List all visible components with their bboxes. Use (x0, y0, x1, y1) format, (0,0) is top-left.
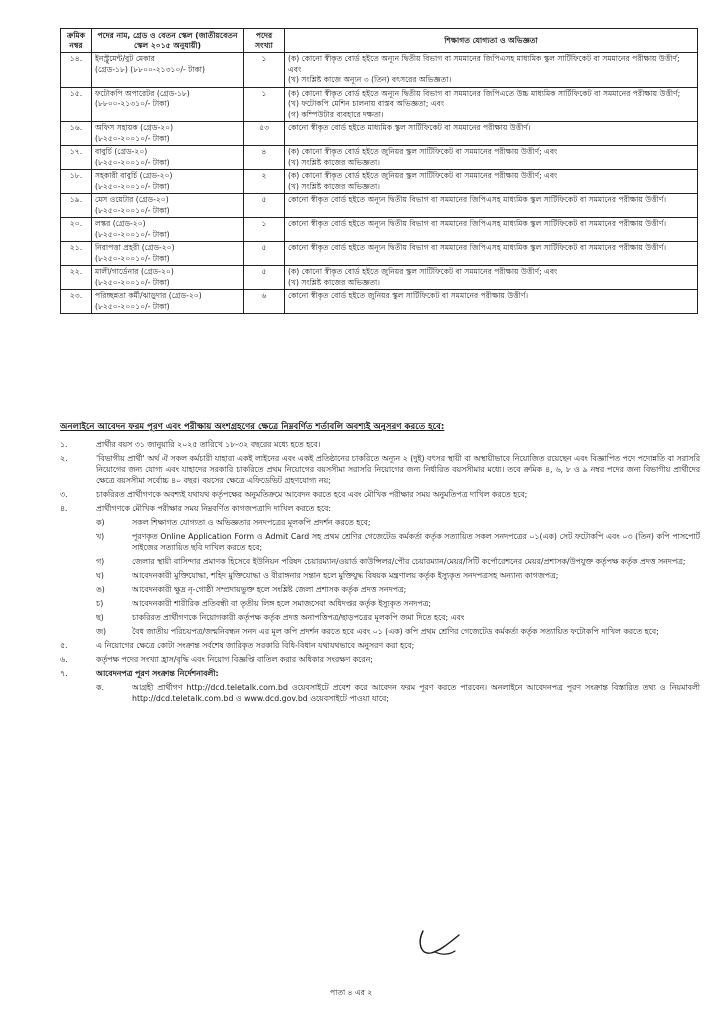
qual-line: (খ) সংশ্লিষ্ট কাজের অভিজ্ঞতা। (288, 277, 380, 287)
table-row (61, 53, 698, 88)
qual-line: কোনো স্বীকৃত বোর্ড হইতে অন্যূন দ্বিতীয় বিভাগ বা সমমানের জিপিএসহ মাধ্যমিক স্কুল সার্টিফিকেট বা সমমানের পরীক্ষায় উত্তীর্ণ। (288, 219, 667, 228)
page-number: পাতা ৪ এর ২ (330, 988, 373, 997)
item-number: ২. (60, 454, 68, 463)
item-number: ৫. (60, 641, 68, 650)
post-name: পরিচ্ছন্নতা কর্মী/ঝাড়ুদার (গ্রেড-২০) (95, 291, 202, 300)
document-subitem (96, 570, 700, 581)
subitem-letter: ক) (96, 518, 105, 527)
post-grade: (৮২৫০-২০০১০/- টাকা) (95, 229, 170, 239)
row-serial: ১৯. (61, 194, 92, 218)
subitem-letter: জ) (96, 627, 107, 636)
table-row (61, 218, 698, 242)
row-serial: ১৬. (61, 122, 92, 146)
header-qualification: শিক্ষাগত যোগ্যতা ও অভিজ্ঞতা (285, 29, 698, 53)
qual-line: (ক) কোনো স্বীকৃত বোর্ড হইতে জুনিয়র স্কুল সার্টিফিকেট বা সমমানের পরীক্ষায় উত্তীর্ণ; এবং (288, 171, 558, 180)
document-subitem (96, 612, 700, 623)
header-count: পদের সংখ্যা (244, 29, 285, 53)
post-name: মেস ওয়েটার (গ্রেড-২০) (95, 195, 169, 204)
row-serial: ১৫. (61, 87, 92, 122)
table-row (61, 87, 698, 122)
row-qualification (285, 122, 698, 146)
row-post (92, 170, 244, 194)
subitem-text: বৈধ জাতীয় পরিচয়পত্র/জন্মনিবন্ধন সনদ এর মূল কপি প্রদর্শন করতে হবে এবং ০১ (এক) কপি প্রথম শ্রেণির গেজেটেড কর্মকর্তা কর্তৃক সত্যায়িত ফটোকপি দাখিল করতে হবে; (132, 627, 659, 636)
qual-line: কোনো স্বীকৃত বোর্ড হইতে অন্যূন দ্বিতীয় বিভাগ বা সমমানের জিপিএসহ মাধ্যমিক স্কুল সার্টিফিকেট বা সমমানের পরীক্ষায় উত্তীর্ণ। (288, 243, 667, 252)
row-post (92, 87, 244, 122)
qual-line: কোনো স্বীকৃত বোর্ড হইতে জুনিয়র স্কুল সার্টিফিকেট বা সমমানের পরীক্ষায় উত্তীর্ণ। (288, 291, 529, 300)
qual-line: (খ) সংশ্লিষ্ট কাজের অভিজ্ঞতা। (288, 181, 380, 191)
subitem-letter: চ) (96, 599, 104, 608)
table-row (61, 194, 698, 218)
post-name: বাবুর্চি (গ্রেড-২০) (95, 147, 148, 156)
item-number: ৭. (60, 669, 68, 678)
qual-line: কোনো স্বীকৃত বোর্ড হইতে মাধ্যমিক স্কুল সার্টিফিকেট বা সমমানের পরীক্ষায় উত্তীর্ণ। (288, 123, 531, 132)
header-serial: ক্রমিক নম্বর (61, 29, 92, 53)
instruction-subitem (96, 682, 700, 704)
post-name: ফটোকপি অপারেটর (গ্রেড-১৮) (95, 88, 190, 98)
row-count: ১ (244, 87, 285, 122)
table-row (61, 122, 698, 146)
row-count: ৬ (244, 290, 285, 314)
conditions-heading: অনলাইনে আবেদন ফরম পূরণ এবং পরীক্ষায় অংশগ্রহণের ক্ষেত্রে নিম্নবর্ণিত শর্তাবলি অবশ্যই অনুসরণ করতে হবে: (60, 422, 445, 432)
table-row (61, 170, 698, 194)
item-number: ৪. (60, 504, 68, 513)
subitem-text: জেলার স্থায়ী বাসিন্দার প্রমাণক হিসেবে ইউনিয়ন পরিষদ চেয়ারম্যান/ওয়ার্ড কাউন্সিলর/পৌর চেয়ারম্যান/মেয়র/সিটি কর্পোরেশনের মেয়র/প্রশাসক/উপযুক্ত কর্তৃপক্ষ কর্তৃক প্রদত্ত সনদপত্র; (132, 557, 686, 566)
conditions-section (60, 422, 700, 707)
subitem-letter: ক. (96, 683, 104, 692)
post-grade: (৮২৫০-২০০১০/- টাকা) (95, 205, 170, 215)
row-serial: ১৭. (61, 146, 92, 170)
row-post (92, 146, 244, 170)
post-name: লস্কর (গ্রেড-২০) (95, 219, 146, 228)
qual-line: (ক) কোনো স্বীকৃত বোর্ড হইতে জুনিয়র স্কুল সার্টিফিকেট বা সমমানের পরীক্ষায় উত্তীর্ণ; এবং (288, 267, 558, 276)
post-grade: (৮২৫০-২০০১০/- টাকা) (95, 253, 170, 263)
qual-line: (খ) সংশ্লিষ্ট কাজে অন্যূন ৩ (তিন) বৎসরের অভিজ্ঞতা। (288, 75, 452, 84)
table-row (61, 242, 698, 266)
item-number: ৬. (60, 655, 68, 664)
condition-item (60, 654, 700, 665)
condition-item (60, 489, 700, 500)
subitem-letter: ঘ) (96, 571, 104, 580)
header-post: পদের নাম, গ্রেড ও বেতন স্কেল (জাতীয়বেতন স্কেল ২০১৫ অনুযায়ী) (92, 29, 244, 53)
row-serial: ২২. (61, 266, 92, 290)
qual-line: কোনো স্বীকৃত বোর্ড হইতে অন্যূন দ্বিতীয় বিভাগ বা সমমানের জিপিএসহ মাধ্যমিক স্কুল সার্টিফিকেট বা সমমানের পরীক্ষায় উত্তীর্ণ। (288, 195, 667, 204)
table-row (61, 266, 698, 290)
document-subitem (96, 556, 700, 567)
row-qualification (285, 194, 698, 218)
post-grade: (৮২৫০-২০০১০/- টাকা) (95, 133, 170, 143)
subitem-text: আবেদনকারী মুক্তিযোদ্ধা, শহিদ মুক্তিযোদ্ধা ও বীরাঙ্গনার সন্তান হলে মুক্তিযুদ্ধ বিষয়ক মন্ত্রণালয় কর্তৃক ইস্যুকৃত সনদপত্রসহ অন্যান্য কাগজপত্র; (132, 571, 559, 580)
subitem-letter: গ) (96, 557, 105, 566)
item-text: চাকরিরত প্রার্থীগণকে অবশ্যই যথাযথ কর্তৃপক্ষের অনুমতিক্রমে আবেদন করতে হবে এবং মৌখিক পরীক্ষার সময় অনুমতিপত্র দাখিল করতে হবে; (96, 490, 528, 499)
row-serial: ২৩. (61, 290, 92, 314)
subitem-letter: খ) (96, 532, 105, 541)
posts-table (60, 28, 698, 314)
post-grade: (৮৮০০-২১৩১০/- টাকা) (95, 99, 170, 108)
table-header-row (61, 29, 698, 53)
row-post (92, 242, 244, 266)
row-qualification (285, 242, 698, 266)
post-name: নিরাপত্তা প্রহরী (গ্রেড-২০) (95, 243, 175, 252)
qual-line: (ক) কোনো স্বীকৃত বোর্ড হইতে জুনিয়র স্কুল সার্টিফিকেট বা সমমানের পরীক্ষায় উত্তীর্ণ; এবং (288, 147, 558, 156)
row-qualification (285, 53, 698, 88)
row-qualification (285, 146, 698, 170)
subitem-text: পূরণকৃত Online Application Form ও Admit Card সহ প্রথম শ্রেণির গেজেটেড কর্মকর্তা কর্তৃক সত্যায়িত সকল সনদপত্রের ০১(এক) সেট ফটোকপি এবং ০৩ (তিন) কপি পাসপোর্ট সাইজের সত্যায়িত ছবি দাখিল করতে হবে; (132, 532, 700, 552)
document-subitem (96, 531, 700, 553)
condition-item (60, 640, 700, 651)
item-number: ৩. (60, 490, 68, 499)
qual-line: (গ) কম্পিউটার ব্যবহারে দক্ষতা। (288, 109, 384, 119)
table-row (61, 146, 698, 170)
row-qualification (285, 290, 698, 314)
row-count: ১ (244, 218, 285, 242)
row-qualification (285, 170, 698, 194)
item-text: কর্তৃপক্ষ পদের সংখ্যা হ্রাস/বৃদ্ধি এবং নিয়োগ বিজ্ঞপ্তি বাতিল করার অধিকার সংরক্ষণ করেন; (96, 655, 373, 664)
table-row (61, 290, 698, 314)
signature-mark (417, 925, 463, 961)
post-grade: (৮২৫০-২০০১০/- টাকা) (95, 301, 170, 311)
subitem-text: চাকরিরত প্রার্থীগণকে নিয়োগকারী কর্তৃপক্ষ কর্তৃক প্রদত্ত অনাপত্তিপত্র/ছাড়পত্রের মূলকপি জমা দিতে হবে; এবং (132, 613, 465, 622)
row-qualification (285, 218, 698, 242)
condition-item (60, 503, 700, 514)
qual-line: (খ) ফটোকপি মেশিন চালনায় বাস্তব অভিজ্ঞতা; এবং (288, 99, 445, 108)
row-post (92, 218, 244, 242)
row-post (92, 122, 244, 146)
document-subitem (96, 584, 700, 595)
row-count: ১ (244, 53, 285, 88)
row-post (92, 53, 244, 88)
subitem-text: আবেদনকারী ক্ষুদ্র নৃ-গোষ্ঠী সম্প্রদায়ভুক্ত হলে সংশ্লিষ্ট জেলা প্রশাসক কর্তৃক প্রদত্ত সনদপত্র; (132, 585, 407, 594)
item-text: এ নিয়োগের ক্ষেত্রে কোটা সংক্রান্ত সর্বশেষ জারিকৃত সরকারি বিধি-বিধান যথাযথভাবে অনুসরণ করা হবে; (96, 641, 415, 650)
post-name: ইনস্ট্রুমেন্ট/বুট মেকার (95, 54, 155, 63)
post-grade: (৮২৫০-২০০১০/- টাকা) (95, 277, 170, 287)
row-post (92, 194, 244, 218)
row-count: ৫ (244, 194, 285, 218)
row-post (92, 290, 244, 314)
qual-line: (ক) কোনো স্বীকৃত বোর্ড হইতে অন্যূন দ্বিতীয় বিভাগ বা সমমানের জিপিএসহ মাধ্যমিক স্কুল সার্টিফিকেট বা সমমানের পরীক্ষায় উত্তীর্ণ; এবং (288, 54, 680, 74)
subitem-letter: ঙ) (96, 585, 105, 594)
item-text: আবেদনপত্র পূরণ সংক্রান্ত নির্দেশনাবলী: (96, 669, 219, 678)
item-number: ১. (60, 440, 68, 449)
document-subitem (96, 517, 700, 528)
row-count: ৫৩ (244, 122, 285, 146)
subitem-text: আবেদনকারী শারীরিক প্রতিবন্ধী বা তৃতীয় লিঙ্গ হলে সমাজসেবা অধিদপ্তর কর্তৃক ইস্যুকৃত সনদপত্র; (132, 599, 432, 608)
row-serial: ১৪. (61, 53, 92, 88)
row-qualification (285, 87, 698, 122)
subitem-text: সকল শিক্ষাগত যোগ্যতা ও অভিজ্ঞতার সনদপত্রের মূলকপি প্রদর্শন করতে হবে; (132, 518, 371, 527)
qual-line: (খ) সংশ্লিষ্ট কাজের অভিজ্ঞতা। (288, 157, 380, 167)
item-text: প্রার্থীর বয়স ৩১ জানুয়ারি ২০২৫ তারিখে ১৮-৩২ বছরের মধ্যে হতে হবে। (96, 440, 321, 449)
row-post (92, 266, 244, 290)
post-grade: (৮২৫০-২০০১০/- টাকা) (95, 157, 170, 167)
item-text: প্রার্থীগণকে মৌখিক পরীক্ষার সময় নিম্নবর্ণিত কাগজপত্রাদি দাখিল করতে হবে: (96, 504, 332, 513)
condition-item (60, 668, 700, 679)
row-serial: ২০. (61, 218, 92, 242)
row-count: ৫ (244, 242, 285, 266)
post-name: অফিস সহায়ক (গ্রেড-২০) (95, 123, 174, 132)
document-subitem (96, 598, 700, 609)
post-grade: (গ্রেড-১৮) (৮৮০০-২১৩১০/- টাকা) (95, 64, 205, 74)
subitem-text: আগ্রহী প্রার্থীগণ http://dcd.teletalk.com.bd ওয়েবসাইটে প্রবেশ করে আবেদন ফরম পূরণ করতে পারবেন। অনলাইনে আবেদনপত্র পূরণ সংক্রান্ত বিস্তারিত তথ্য ও নিয়মাবলী http://dcd.teletalk.com.bd ও www.dcd.gov.bd ওয়েবসাইটে পাওয়া যাবে; (132, 683, 700, 703)
condition-item (60, 439, 700, 450)
row-count: ৪ (244, 146, 285, 170)
item-text: 'বিভাগীয় প্রার্থী' অর্থ ঐ সকল কর্মচারী যাহারা একই লাইনের এবং একই প্রতিষ্ঠানের চাকরিতে অন্যূন ২ (দুই) বৎসর স্থায়ী বা অস্থায়ীভাবে নিয়োজিত রয়েছেন এবং বিজ্ঞাপিত পদে পদোন্নতি বা সরাসরি নিয়োগের জন্য যোগ্য এবং যাহাদের সরকারি চাকরিতে প্রথম নিয়োগের বয়সসীমা সরাসরি নিয়োগের জন্য নির্ধারিত বয়সসীমার মধ্যে। তবে ক্রমিক ৪, ৬, ৮ ও ৯ নম্বর পদের জন্য বিভাগীয় প্রার্থীদের ক্ষেত্রে বয়সসীমা সর্বোচ্চ ৪০ বছর। বয়সের ক্ষেত্রে এফিডেভিট গ্রহণযোগ্য নয়; (96, 454, 700, 485)
subitem-letter: ছ) (96, 613, 104, 622)
qual-line: (ক) কোনো স্বীকৃত বোর্ড হইতে অন্যূন দ্বিতীয় বিভাগ বা সমমানের জিপিএতে উচ্চ মাধ্যমিক সার্টিফিকেট বা সমমানের পরীক্ষায় উত্তীর্ণ; (288, 88, 681, 98)
row-count: ৫ (244, 266, 285, 290)
document-subitem (96, 626, 700, 637)
post-name: মালী/গার্ডেনার (গ্রেড-২০) (95, 267, 174, 276)
row-count: ২ (244, 170, 285, 194)
row-serial: ১৮. (61, 170, 92, 194)
row-serial: ২১. (61, 242, 92, 266)
post-grade: (৮২৫০-২০০১০/- টাকা) (95, 181, 170, 191)
row-qualification (285, 266, 698, 290)
condition-item (60, 453, 700, 486)
post-name: সহকারী বাবুর্চি (গ্রেড-২০) (95, 171, 173, 180)
